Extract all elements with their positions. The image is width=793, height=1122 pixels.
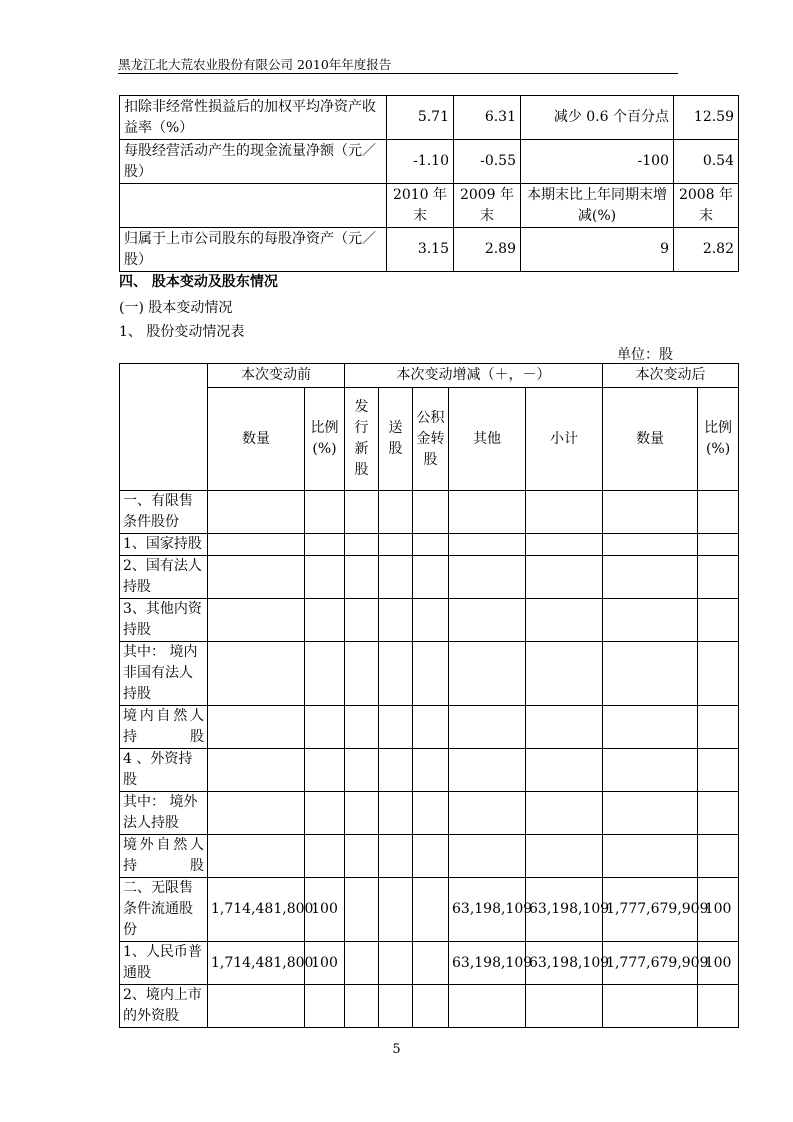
cell-quantity-after xyxy=(603,642,698,706)
cell-conversion xyxy=(413,556,449,599)
cell-bonus xyxy=(379,942,413,985)
row-label: 其中： 境内非国有法人持股 xyxy=(120,642,208,706)
page-header: 黑龙江北大荒农业股份有限公司 2010年年度报告 xyxy=(118,57,392,72)
subheader-2009: 2009 年末 xyxy=(454,184,521,228)
row-label: 每股经营活动产生的现金流量净额（元／股） xyxy=(120,140,387,184)
cell-2009: 6.31 xyxy=(454,96,521,140)
cell-conversion xyxy=(413,878,449,942)
row-label: 1、国家持股 xyxy=(120,534,208,556)
col-bonus-shares: 送股 xyxy=(379,388,413,491)
unit-label: 单位：股 xyxy=(617,347,673,363)
cell-conversion xyxy=(413,706,449,749)
cell-quantity xyxy=(208,491,305,534)
cell-subtotal: 63,198,109 xyxy=(526,942,603,985)
cell-conversion xyxy=(413,985,449,1028)
cell-other xyxy=(449,749,526,792)
table-subheader-row xyxy=(120,184,739,228)
subheader-change: 本期末比上年同期末增减(%) xyxy=(521,184,674,228)
cell-ratio xyxy=(305,491,345,534)
cell-quantity-after xyxy=(603,985,698,1028)
page-number: 5 xyxy=(392,1042,401,1057)
table-row xyxy=(120,706,739,749)
header-rule xyxy=(118,73,678,74)
cell-bonus xyxy=(379,792,413,835)
cell-bonus xyxy=(379,534,413,556)
subheader-2010: 2010 年末 xyxy=(387,184,454,228)
col-reserve-conversion: 公积金转股 xyxy=(413,388,449,491)
col-other: 其他 xyxy=(449,388,526,491)
cell-other xyxy=(449,599,526,642)
cell-ratio xyxy=(305,556,345,599)
cell-ratio-after xyxy=(698,599,739,642)
cell-ratio-after xyxy=(698,706,739,749)
table-row xyxy=(120,96,739,140)
row-label: 扣除非经常性损益后的加权平均净资产收益率（%） xyxy=(120,96,387,140)
row-label: 归属于上市公司股东的每股净资产（元／股） xyxy=(120,228,387,272)
cell-quantity xyxy=(208,835,305,878)
cell-other xyxy=(449,706,526,749)
cell-issue-new xyxy=(345,749,379,792)
cell-2008: 2.82 xyxy=(674,228,739,272)
cell-other xyxy=(449,985,526,1028)
cell-quantity xyxy=(208,642,305,706)
cell-ratio-after xyxy=(698,534,739,556)
cell-conversion xyxy=(413,942,449,985)
cell-change: 减少 0.6 个百分点 xyxy=(521,96,674,140)
cell-2010: -1.10 xyxy=(387,140,454,184)
cell-2009: -0.55 xyxy=(454,140,521,184)
cell-issue-new xyxy=(345,792,379,835)
cell-quantity-after xyxy=(603,534,698,556)
cell-conversion xyxy=(413,491,449,534)
cell-subtotal: 63,198,109 xyxy=(526,878,603,942)
cell-issue-new xyxy=(345,599,379,642)
cell-ratio-after xyxy=(698,491,739,534)
cell-subtotal xyxy=(526,556,603,599)
cell-ratio-after xyxy=(698,792,739,835)
cell-ratio xyxy=(305,642,345,706)
cell-bonus xyxy=(379,749,413,792)
empty-corner xyxy=(120,364,208,491)
cell-quantity xyxy=(208,749,305,792)
cell-issue-new xyxy=(345,942,379,985)
cell-quantity xyxy=(208,706,305,749)
subheader-2008: 2008 年末 xyxy=(674,184,739,228)
cell-quantity xyxy=(208,556,305,599)
col-ratio: 比例(%) xyxy=(305,388,345,491)
cell-quantity-after xyxy=(603,491,698,534)
cell-bonus xyxy=(379,491,413,534)
cell-ratio xyxy=(305,835,345,878)
cell-issue-new xyxy=(345,878,379,942)
cell-quantity: 1,714,481,800 xyxy=(208,942,305,985)
cell-subtotal xyxy=(526,642,603,706)
cell-ratio-after: 100 xyxy=(698,942,739,985)
share-change-table xyxy=(119,363,739,1028)
table-row xyxy=(120,491,739,534)
cell-ratio xyxy=(305,749,345,792)
cell-conversion xyxy=(413,835,449,878)
cell-ratio: 100 xyxy=(305,942,345,985)
cell-quantity: 1,714,481,800 xyxy=(208,878,305,942)
row-label: 其中： 境外法人持股 xyxy=(120,792,208,835)
cell-2008: 0.54 xyxy=(674,140,739,184)
cell-quantity-after xyxy=(603,792,698,835)
cell-subtotal xyxy=(526,599,603,642)
cell-quantity xyxy=(208,792,305,835)
col-quantity-after: 数量 xyxy=(603,388,698,491)
table-row xyxy=(120,749,739,792)
cell-quantity xyxy=(208,534,305,556)
row-label: 境内自然人持股 xyxy=(120,706,208,749)
group-before: 本次变动前 xyxy=(208,364,345,388)
cell-conversion xyxy=(413,599,449,642)
cell-subtotal xyxy=(526,792,603,835)
cell-subtotal xyxy=(526,985,603,1028)
table-row xyxy=(120,878,739,942)
col-ratio-after: 比例(%) xyxy=(698,388,739,491)
cell-quantity xyxy=(208,599,305,642)
table-row xyxy=(120,228,739,272)
cell-subtotal xyxy=(526,706,603,749)
cell-bonus xyxy=(379,878,413,942)
cell-ratio xyxy=(305,792,345,835)
cell-other xyxy=(449,642,526,706)
row-label: 境外自然人持股 xyxy=(120,835,208,878)
cell-subtotal xyxy=(526,534,603,556)
column-header-row xyxy=(120,388,739,491)
cell-change: -100 xyxy=(521,140,674,184)
row-label: 二、无限售条件流通股份 xyxy=(120,878,208,942)
cell-quantity-after xyxy=(603,706,698,749)
cell-issue-new xyxy=(345,491,379,534)
cell-ratio-after: 100 xyxy=(698,878,739,942)
cell-issue-new xyxy=(345,985,379,1028)
empty-cell xyxy=(120,184,387,228)
col-quantity: 数量 xyxy=(208,388,305,491)
cell-bonus xyxy=(379,642,413,706)
cell-change: 9 xyxy=(521,228,674,272)
cell-other xyxy=(449,556,526,599)
cell-ratio: 100 xyxy=(305,878,345,942)
cell-issue-new xyxy=(345,556,379,599)
cell-ratio-after xyxy=(698,835,739,878)
cell-conversion xyxy=(413,642,449,706)
cell-ratio xyxy=(305,534,345,556)
cell-ratio xyxy=(305,706,345,749)
cell-quantity-after xyxy=(603,835,698,878)
cell-issue-new xyxy=(345,835,379,878)
cell-bonus xyxy=(379,599,413,642)
table-row xyxy=(120,534,739,556)
table-row xyxy=(120,942,739,985)
cell-subtotal xyxy=(526,491,603,534)
cell-issue-new xyxy=(345,534,379,556)
table-row xyxy=(120,599,739,642)
cell-quantity xyxy=(208,985,305,1028)
row-label: 一、有限售条件股份 xyxy=(120,491,208,534)
cell-bonus xyxy=(379,985,413,1028)
cell-2009: 2.89 xyxy=(454,228,521,272)
subsection-heading: 1、 股份变动情况表 xyxy=(119,324,245,340)
table-row xyxy=(120,140,739,184)
cell-subtotal xyxy=(526,749,603,792)
cell-bonus xyxy=(379,556,413,599)
table-row xyxy=(120,792,739,835)
cell-2010: 5.71 xyxy=(387,96,454,140)
cell-ratio-after xyxy=(698,985,739,1028)
cell-other xyxy=(449,792,526,835)
cell-subtotal xyxy=(526,835,603,878)
col-subtotal: 小计 xyxy=(526,388,603,491)
cell-quantity-after xyxy=(603,749,698,792)
cell-2008: 12.59 xyxy=(674,96,739,140)
row-label: 2、国有法人持股 xyxy=(120,556,208,599)
group-change: 本次变动增减（＋，－） xyxy=(345,364,603,388)
table-row xyxy=(120,835,739,878)
cell-quantity-after xyxy=(603,599,698,642)
cell-quantity-after: 1,777,679,909 xyxy=(603,942,698,985)
table-row xyxy=(120,556,739,599)
row-label: 2、境内上市的外资股 xyxy=(120,985,208,1028)
financial-indicators-table xyxy=(119,95,739,272)
cell-other: 63,198,109 xyxy=(449,942,526,985)
col-issue-new: 发行新股 xyxy=(345,388,379,491)
row-label: 4 、外资持股 xyxy=(120,749,208,792)
group-after: 本次变动后 xyxy=(603,364,739,388)
cell-ratio xyxy=(305,985,345,1028)
cell-issue-new xyxy=(345,706,379,749)
cell-conversion xyxy=(413,749,449,792)
section-heading: 四、 股本变动及股东情况 xyxy=(119,274,278,290)
cell-bonus xyxy=(379,835,413,878)
cell-ratio xyxy=(305,599,345,642)
cell-2010: 3.15 xyxy=(387,228,454,272)
cell-other xyxy=(449,491,526,534)
cell-other xyxy=(449,534,526,556)
subsection-heading: (一) 股本变动情况 xyxy=(119,300,233,316)
cell-bonus xyxy=(379,706,413,749)
cell-conversion xyxy=(413,792,449,835)
group-header-row xyxy=(120,364,739,388)
cell-ratio-after xyxy=(698,642,739,706)
cell-ratio-after xyxy=(698,556,739,599)
table-row xyxy=(120,642,739,706)
cell-other: 63,198,109 xyxy=(449,878,526,942)
table-row xyxy=(120,985,739,1028)
cell-issue-new xyxy=(345,642,379,706)
cell-conversion xyxy=(413,534,449,556)
cell-other xyxy=(449,835,526,878)
cell-quantity-after xyxy=(603,556,698,599)
cell-quantity-after: 1,777,679,909 xyxy=(603,878,698,942)
row-label: 1、人民币普通股 xyxy=(120,942,208,985)
row-label: 3、其他内资持股 xyxy=(120,599,208,642)
cell-ratio-after xyxy=(698,749,739,792)
